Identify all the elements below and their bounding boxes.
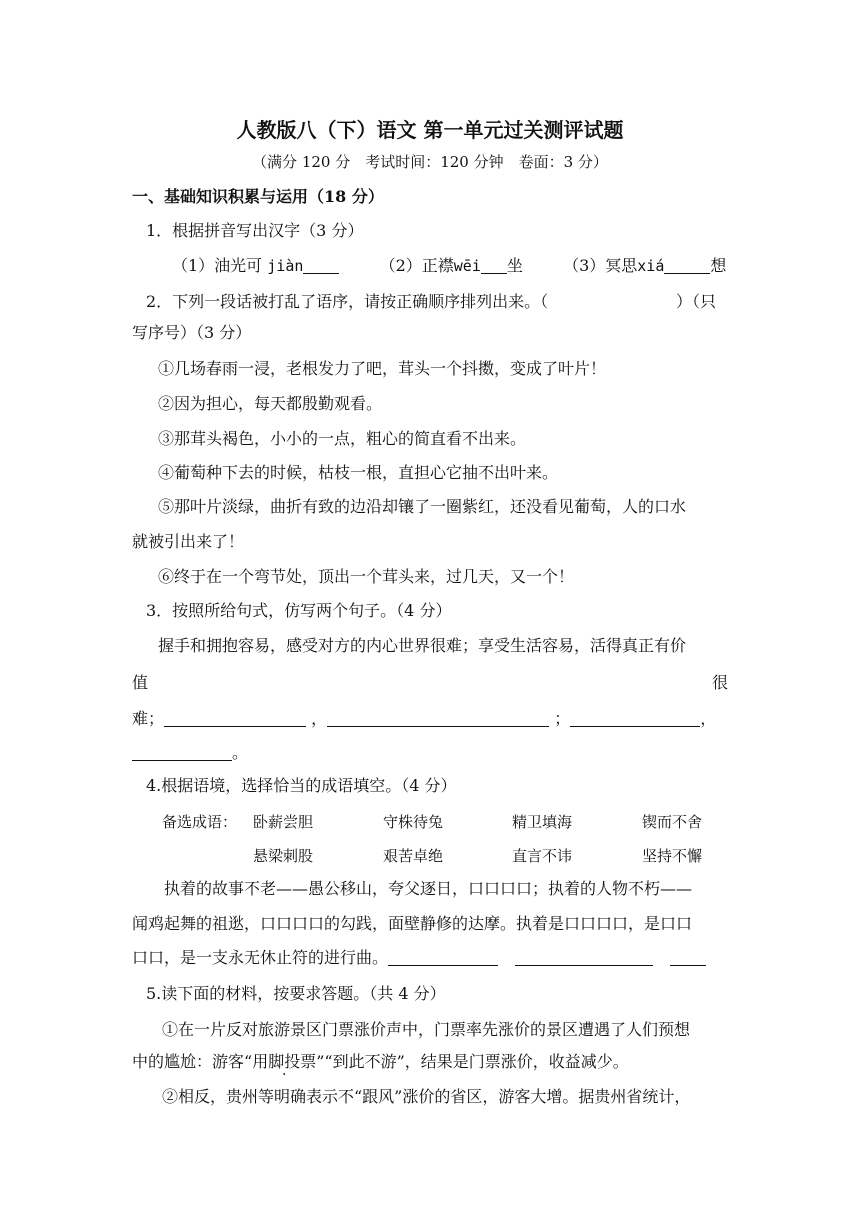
q3-example: 握手和拥抱容易，感受对方的内心世界很难；享受生活容易，活得真正有价	[158, 636, 687, 655]
q3-semicolon: ；	[554, 709, 571, 728]
q2-sentence-6: ⑥终于在一个弯节处，顶出一个茸头来，过几天，又一个！	[158, 567, 575, 586]
q5-m1b-prefix: 中的尴尬：游客“	[132, 1052, 253, 1071]
q1-p3-prefix: （3）冥思	[563, 256, 638, 275]
q4-idiom: 锲而不舍	[642, 813, 703, 831]
q3-blank-4[interactable]	[132, 744, 232, 761]
q1-p2-pinyin: wēi	[453, 257, 481, 275]
q3-blank-3[interactable]	[570, 710, 700, 727]
q4-idiom: 悬梁刺股	[253, 847, 314, 865]
q5-emphasis-text: 用脚投票	[252, 1052, 317, 1071]
q1-p2-prefix: （2）正襟	[379, 256, 454, 275]
q5-stem: 5.读下面的材料，按要求答题。（共 4 分）	[146, 984, 446, 1003]
q1-p1-pinyin: jiàn	[267, 257, 304, 275]
q3-answer-line	[132, 709, 732, 729]
q2-sentence-3: ③那茸头褐色，小小的一点，粗心的简直看不出来。	[158, 429, 527, 448]
q3-line2-right: 很	[712, 673, 729, 692]
q3-blank-2[interactable]	[327, 710, 549, 727]
q4-blank-3[interactable]	[670, 949, 706, 966]
q2-stem-text: 2．下列一段话被打乱了语序，请按正确顺序排列出来。（	[146, 292, 549, 311]
q4-idiom: 卧薪尝胆	[253, 813, 314, 831]
q3-stem: 3．按照所给句式，仿写两个句子。（4 分）	[146, 601, 452, 620]
q4-idiom: 精卫填海	[512, 813, 573, 831]
q3-line2-left: 值	[132, 673, 149, 692]
q4-idiom: 直言不讳	[512, 847, 573, 865]
q2-stem-cont: 写序号）（3 分）	[132, 323, 252, 342]
q4-stem: 4.根据语境，选择恰当的成语填空。（4 分）	[146, 776, 457, 795]
q4-passage-3-text: 口口，是一支永无休止符的进行曲。	[132, 948, 389, 967]
q4-passage-1: 执着的故事不老——愚公移山，夸父逐日，口口口口；执着的人物不朽——	[164, 879, 693, 898]
q4-passage-3	[132, 948, 732, 968]
q4-idiom: 坚持不懈	[642, 847, 703, 865]
q1-p1-prefix: （1）油光可	[172, 256, 268, 275]
q2-sentence-5a: ⑤那叶片淡绿，曲折有致的边沿却镶了一圈紫红，还没看见葡萄，人的口水	[158, 497, 687, 516]
q1-items	[172, 256, 732, 276]
q1-p1-blank[interactable]	[303, 257, 339, 274]
q4-passage-2: 闻鸡起舞的祖逖，口口口口的勾践，面壁静修的达摩。执着是口口口口，是口口	[132, 914, 693, 933]
q2-sentence-5b: 就被引出来了！	[132, 532, 245, 551]
q5-material-1b	[132, 1052, 732, 1072]
section-heading: 一、基础知识积累与运用（18 分）	[132, 187, 384, 206]
q3-blank-1[interactable]	[164, 710, 306, 727]
q3-comma-2: ，	[700, 709, 717, 728]
q1-p3-suffix: 想	[710, 256, 727, 275]
q1-p3-pinyin: xiá	[637, 257, 665, 275]
q4-idiom-label: 备选成语：	[162, 813, 238, 831]
q2-sentence-2: ②因为担心，每天都殷勤观看。	[158, 394, 383, 413]
q2-sentence-4: ④葡萄种下去的时候，枯枝一根，直担心它抽不出叶来。	[158, 463, 559, 482]
q2-stem	[146, 292, 746, 312]
q5-material-2: ②相反，贵州等明确表示不“跟风”涨价的省区，游客大增。据贵州省统计，	[162, 1087, 691, 1106]
q1-p3-blank[interactable]	[664, 257, 710, 274]
q1-p2-blank[interactable]	[481, 257, 507, 274]
q4-blank-1[interactable]	[388, 949, 498, 966]
q3-line3-prefix: 难；	[132, 709, 165, 728]
q5-material-1a: ①在一片反对旅游景区门票涨价声中，门票率先涨价的景区遭遇了人们预想	[162, 1020, 691, 1039]
q2-sentence-1: ①几场春雨一浸，老根发力了吧，茸头一个抖擞，变成了叶片！	[158, 359, 607, 378]
q4-blank-2[interactable]	[515, 949, 653, 966]
q1-stem: 1．根据拼音写出汉字（3 分）	[146, 221, 364, 240]
q1-p2-suffix: 坐	[506, 256, 523, 275]
exam-info: （满分 120 分 考试时间：120 分钟 卷面：3 分）	[252, 153, 608, 171]
q3-comma: ，	[311, 709, 328, 728]
q4-idiom: 守株待兔	[383, 813, 444, 831]
q2-stem-tail: ）（只	[676, 292, 717, 311]
page-title: 人教版八（下）语文 第一单元过关测评试题	[236, 118, 624, 142]
q3-period: 。	[232, 743, 249, 762]
q3-answer-line-2	[132, 743, 732, 763]
q4-idiom: 艰苦卓绝	[383, 847, 444, 865]
q5-m1b-suffix: ”“到此不游”，结果是门票涨价，收益减少。	[316, 1052, 629, 1071]
